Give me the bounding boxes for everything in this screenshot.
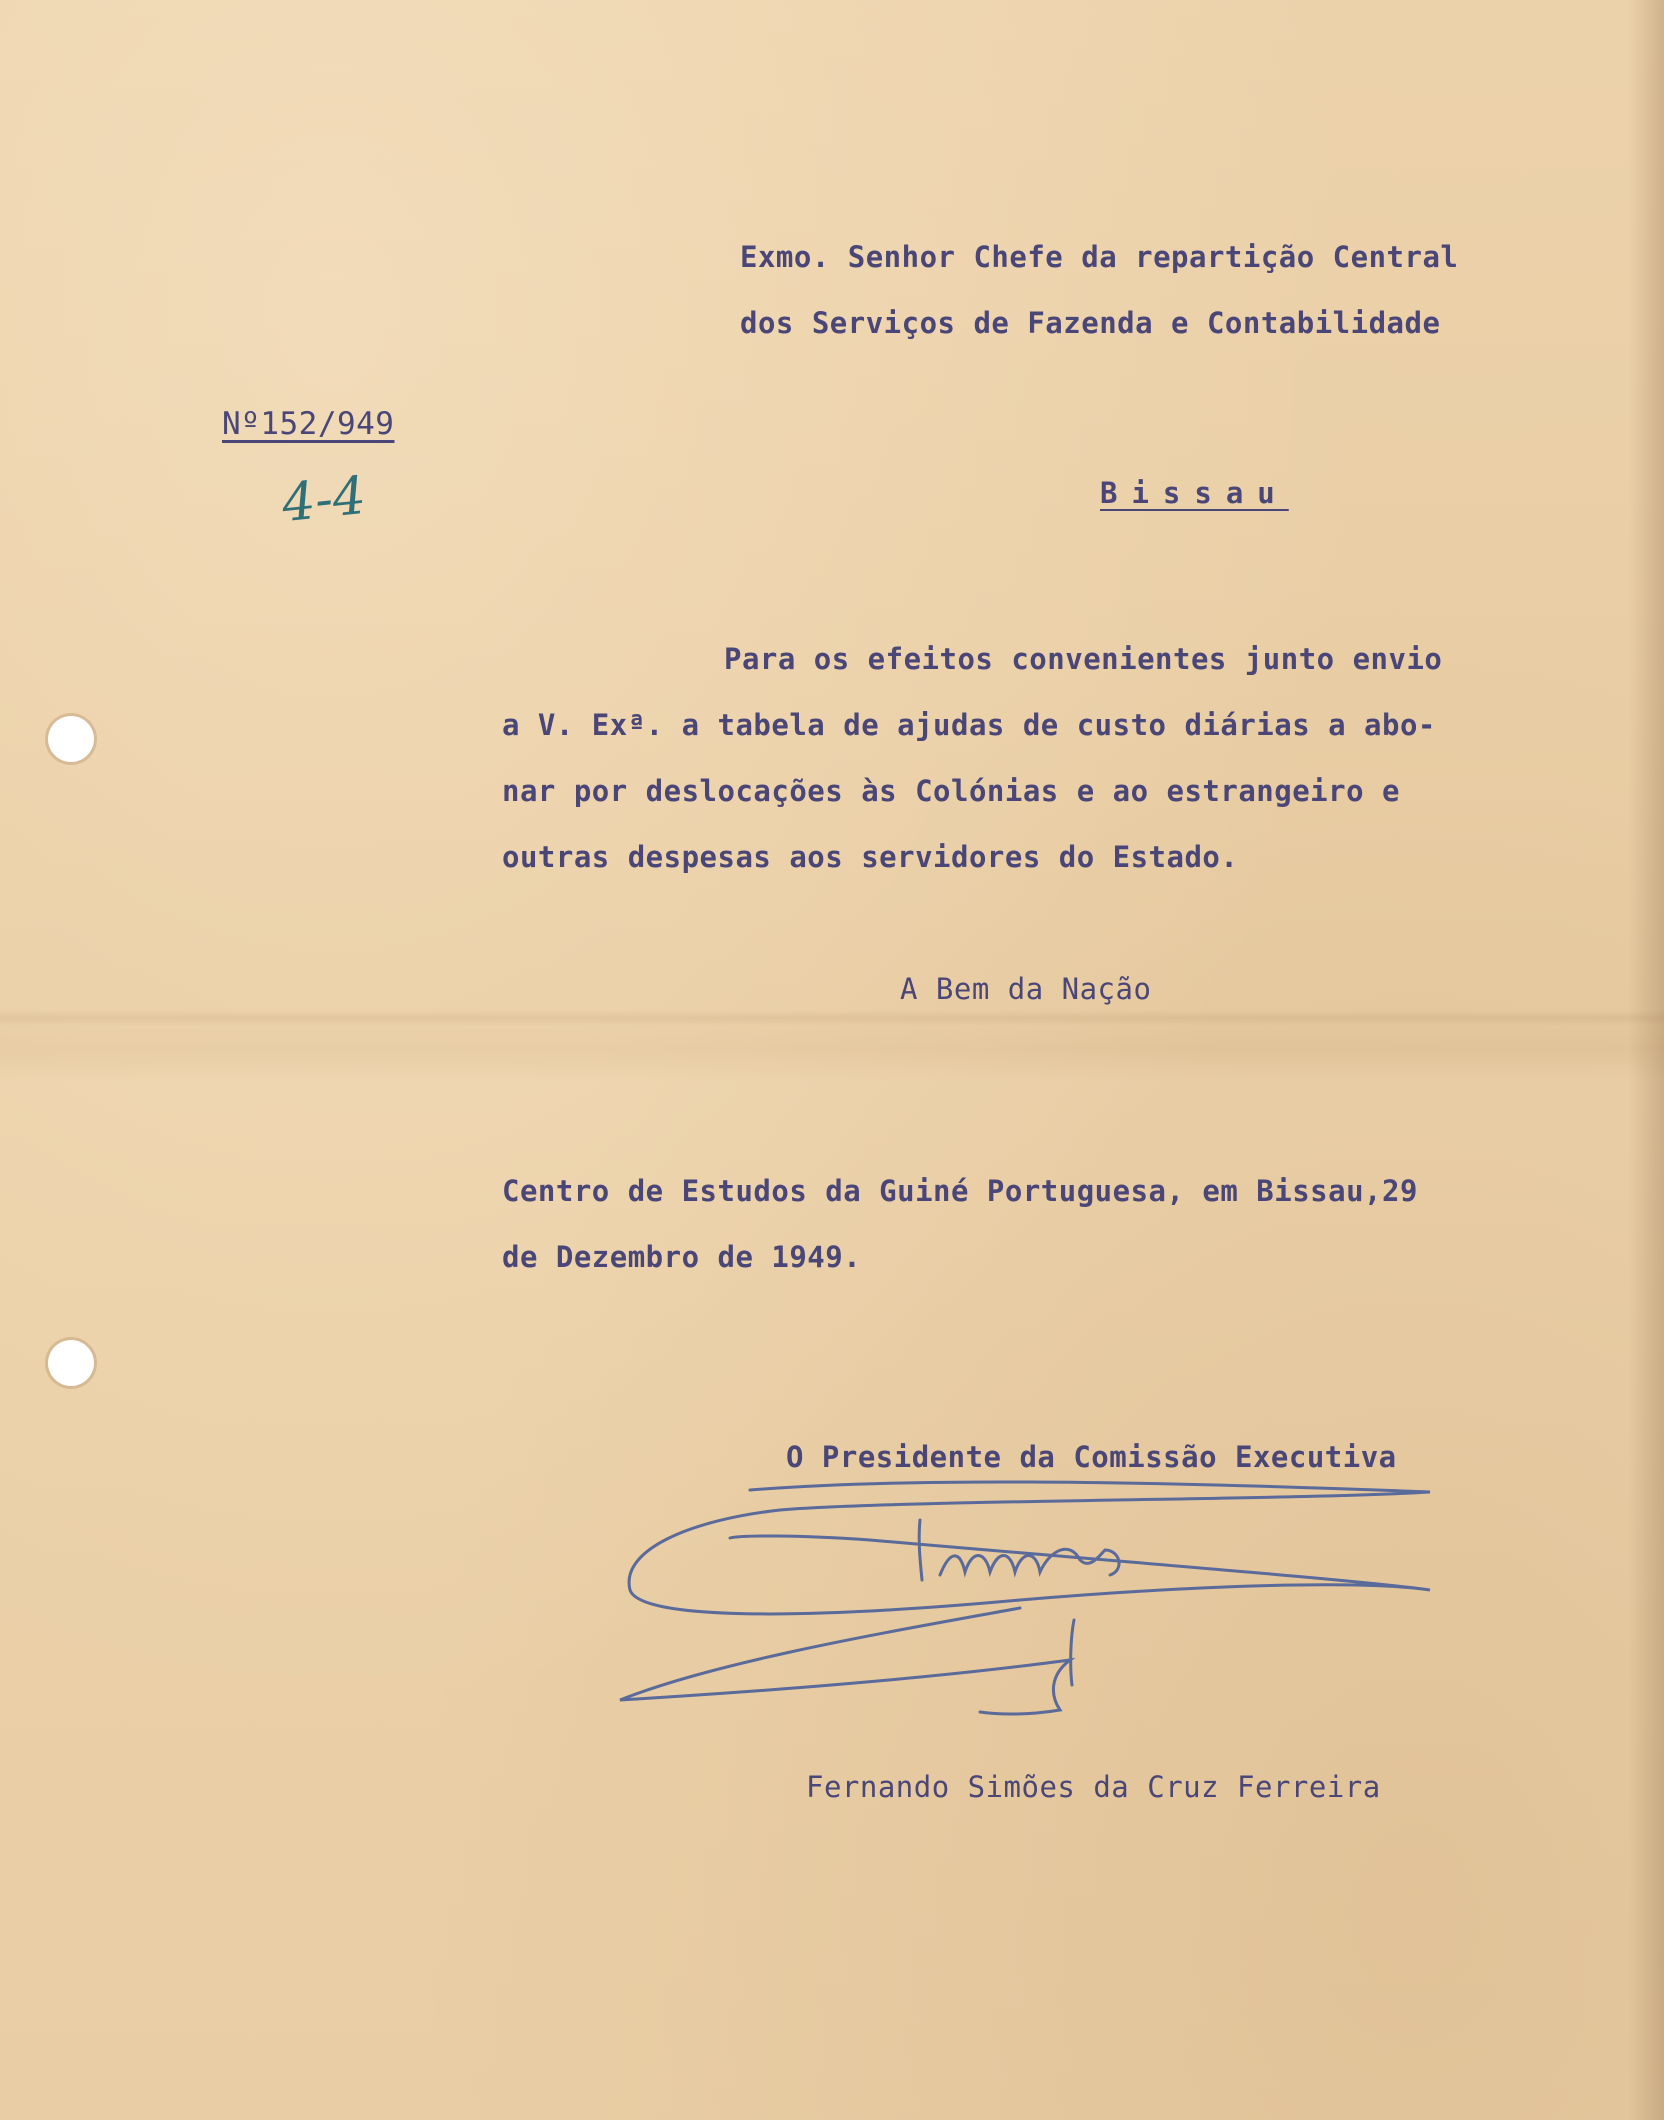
- place-date-line-2: de Dezembro de 1949.: [502, 1240, 862, 1274]
- body-line-2: a V. Exª. a tabela de ajudas de custo diárias a abo-: [502, 708, 1436, 742]
- body-line-3: nar por deslocações às Colónias e ao estrangeiro e: [502, 774, 1400, 808]
- signature: [600, 1480, 1440, 1740]
- handwritten-note: 4-4: [279, 465, 369, 535]
- city-heading: Bissau: [1100, 476, 1289, 510]
- signer-title: O Presidente da Comissão Executiva: [786, 1440, 1397, 1474]
- addressee-line-1: Exmo. Senhor Chefe da repartição Central: [740, 240, 1459, 274]
- paper-fold: [0, 1010, 1664, 1026]
- signer-name: Fernando Simões da Cruz Ferreira: [806, 1770, 1381, 1804]
- body-line-4: outras despesas aos servidores do Estado.: [502, 840, 1239, 874]
- punch-hole-bottom: [48, 1340, 94, 1386]
- reference-number: Nº152/949: [222, 406, 395, 442]
- body-line-1: Para os efeitos convenientes junto envio: [724, 642, 1443, 676]
- page-edge-shadow: [1628, 0, 1664, 2120]
- addressee-line-2: dos Serviços de Fazenda e Contabilidade: [740, 306, 1441, 340]
- place-date-line-1: Centro de Estudos da Guiné Portuguesa, em Bissau,29: [502, 1174, 1418, 1208]
- salutation: A Bem da Nação: [900, 972, 1152, 1006]
- punch-hole-top: [48, 716, 94, 762]
